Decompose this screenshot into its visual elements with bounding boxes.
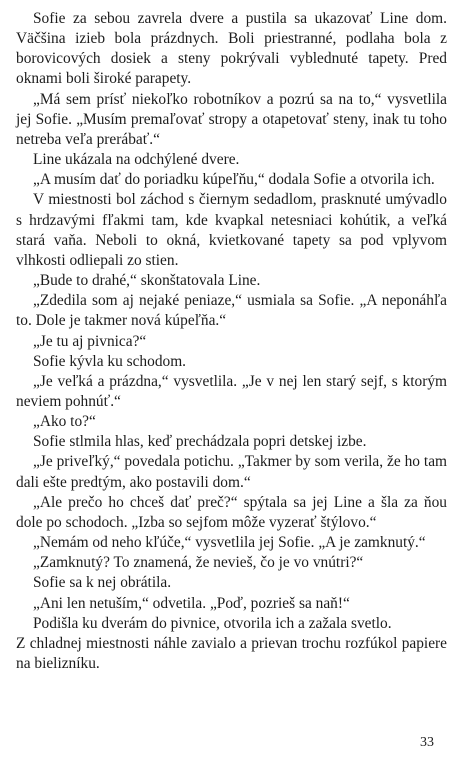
paragraph-3: Line ukázala na odchýlené dvere. bbox=[33, 151, 240, 169]
page-number: 33 bbox=[420, 735, 434, 750]
paragraph-14: „Ale prečo ho chceš dať preč?“ spýtala sa jej Line a šla za ňou dole po schodoch. „Izba so sejfom môže vyzerať štýlovo.“ bbox=[16, 493, 447, 531]
paragraph-8: „Je tu aj pivnica?“ bbox=[33, 332, 147, 350]
paragraph-6: „Bude to drahé,“ skonštatovala Line. bbox=[33, 272, 261, 290]
paragraph-2: „Má sem prísť niekoľko robotníkov a pozrú sa na to,“ vysvetlila jej Sofie. „Musím premaľovať stropy a otapetovať steny, inak tu toho netreba veľa prerábať.“ bbox=[16, 90, 447, 148]
paragraph-1: Sofie za sebou zavrela dvere a pustila sa ukazovať Line dom. Väčšina izieb bola prázdnych. Boli priestranné, podlaha bola z borovicových dosiek a steny pokrývali vyblednuté tapety. Pred oknami boli široké parapety. bbox=[16, 10, 447, 88]
paragraph-7: „Zdedila som aj nejaké peniaze,“ usmiala sa Sofie. „A neponáhľa to. Dole je takmer nová kúpeľňa.“ bbox=[16, 292, 447, 330]
paragraph-19: Podišla ku dverám do pivnice, otvorila ich a zažala svetlo. bbox=[33, 614, 392, 632]
paragraph-4: „A musím dať do poriadku kúpeľňu,“ dodala Sofie a otvorila ich. bbox=[33, 171, 435, 189]
paragraph-16: „Zamknutý? To znamená, že nevieš, čo je vo vnútri?“ bbox=[33, 554, 364, 572]
book-page-text bbox=[16, 9, 447, 674]
paragraph-9: Sofie kývla ku schodom. bbox=[33, 352, 187, 370]
paragraph-13: „Je priveľký,“ povedala potichu. „Takmer by som verila, že ho tam dali ešte predtým, ako postavili dom.“ bbox=[16, 453, 447, 491]
paragraph-5: V miestnosti bol záchod s čiernym sedadlom, prasknuté umývadlo s hrdzavými fľakmi tam, kde kvapkal netesniaci kohútik, a veľká stará vaňa. Neboli to okná, kvietkované tapety sa pod vplyvom vlhkosti odliepali zo stien. bbox=[16, 191, 447, 269]
paragraph-17: Sofie sa k nej obrátila. bbox=[33, 574, 172, 592]
paragraph-15: „Nemám od neho kľúče,“ vysvetlila jej Sofie. „A je zamknutý.“ bbox=[33, 534, 426, 552]
paragraph-20: Z chladnej miestnosti náhle zavialo a prievan trochu rozfúkol papiere na bielizníku. bbox=[16, 634, 447, 672]
paragraph-11: „Ako to?“ bbox=[33, 413, 96, 431]
paragraph-12: Sofie stlmila hlas, keď prechádzala popri detskej izbe. bbox=[33, 433, 367, 451]
paragraph-18: „Ani len netuším,“ odvetila. „Poď, pozrieš sa naň!“ bbox=[33, 594, 350, 612]
paragraph-10: „Je veľká a prázdna,“ vysvetlila. „Je v nej len starý sejf, s ktorým neviem pohnúť.“ bbox=[16, 372, 447, 410]
